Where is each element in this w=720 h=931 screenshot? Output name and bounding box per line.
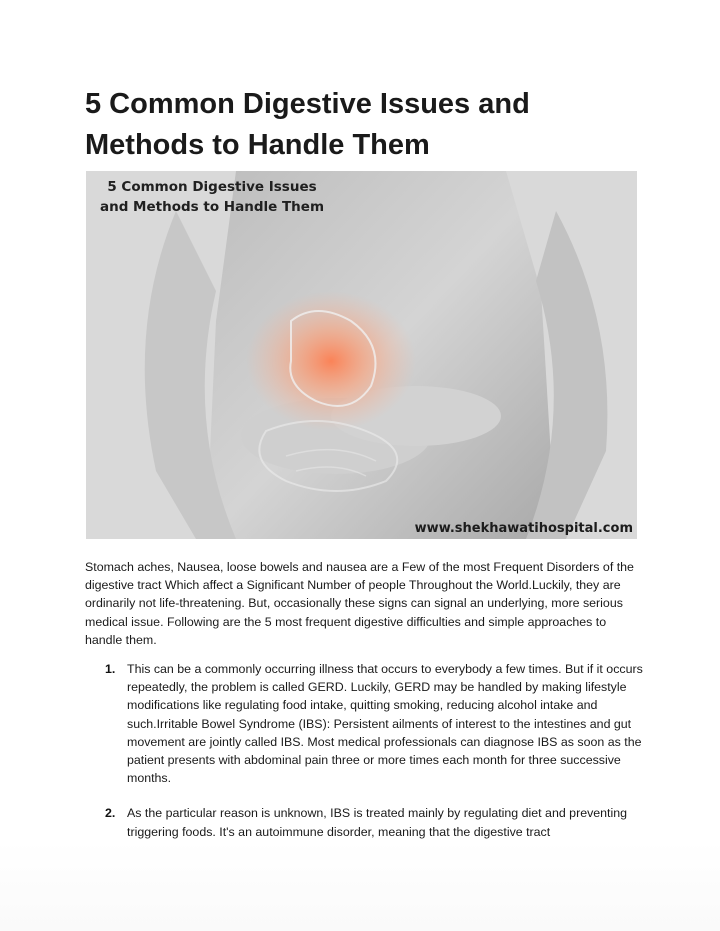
- page-bottom-fade: [0, 840, 720, 931]
- numbered-list: [85, 660, 645, 858]
- list-item-text: As the particular reason is unknown, IBS is treated mainly by regulating diet and preventing triggering foods. It's an autoimmune disorder, meaning that the digestive tract: [127, 806, 628, 839]
- hero-overlay-title: 5 Common Digestive Issues and Methods to Handle Them: [99, 179, 325, 215]
- list-item-text: This can be a commonly occurring illness that occurs to everybody a few times. But if it occurs repeatedly, the problem is called GERD. Luckily, GERD may be handled by making lifestyle modifications like regulating food intake, quitting smoking, reducing alcohol intake and such.Irritable Bowel Syndrome (IBS): Persistent ailments of interest to the intestines and gut movement are jointly called IBS. Most medical professionals can diagnose IBS as soon as the patient presents with abdominal pain three or more times each month for three successive months.: [127, 662, 643, 786]
- list-item-number: 1.: [105, 662, 116, 676]
- hero-watermark: www.shekhawatihospital.com: [414, 521, 633, 536]
- list-item: [85, 660, 645, 787]
- document-title: 5 Common Digestive Issues and Methods to Handle Them: [85, 88, 530, 161]
- intro-paragraph: Stomach aches, Nausea, loose bowels and nausea are a Few of the most Frequent Disorders of the digestive tract Which affect a Significant Number of people Throughout the World.Luckily, they are ordinarily not life-threatening. But, occasionally these signs can signal an underlying, more serious medical issue. Following are the 5 most frequent digestive difficulties and simple approaches to handle them.: [85, 560, 634, 647]
- hero-image: [86, 171, 637, 539]
- list-item-number: 2.: [105, 806, 116, 821]
- hero-illustration: [86, 171, 637, 539]
- list-item: [85, 804, 645, 840]
